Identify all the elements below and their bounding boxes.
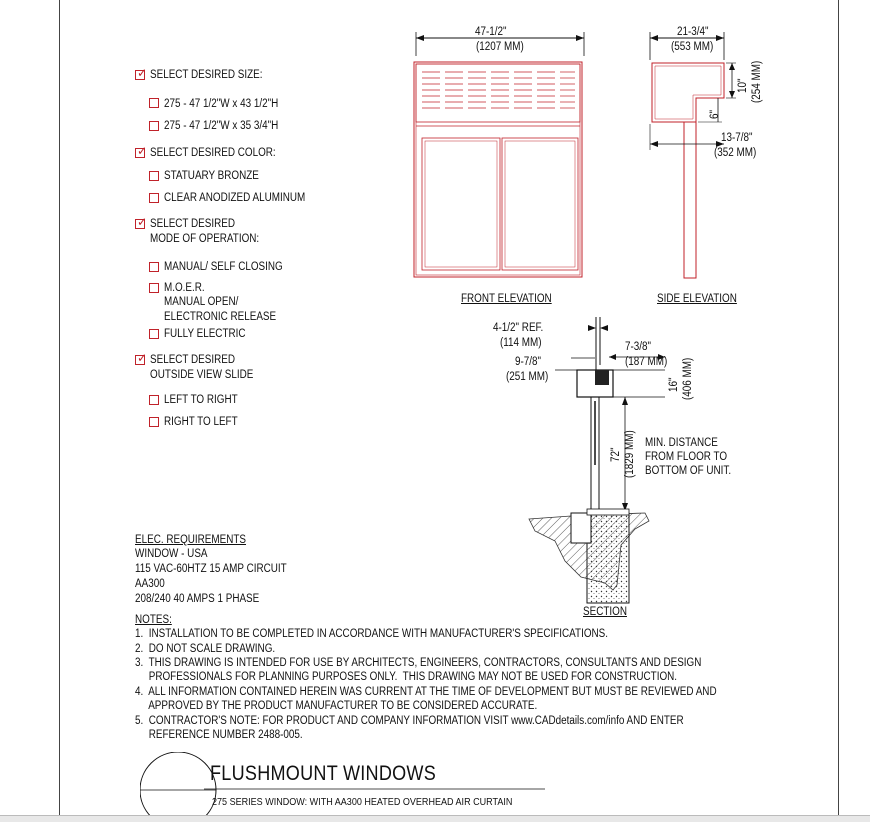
color-option-label: CLEAR ANODIZED ALUMINUM	[164, 192, 306, 204]
title-circle	[140, 752, 216, 822]
air-curtain-unit	[416, 64, 580, 122]
size-option-label: 275 - 47 1/2"W x 43 1/2"H	[164, 98, 279, 110]
slide-option-label: RIGHT TO LEFT	[164, 416, 238, 428]
operation-option-checkbox[interactable]	[149, 329, 159, 339]
side-offset: 6"	[709, 109, 721, 119]
operation-option-label: MANUAL/ SELF CLOSING	[164, 261, 283, 273]
section-h-in: 16"	[668, 377, 680, 392]
sash-right	[502, 138, 578, 270]
title: FLUSHMOUNT WINDOWS	[210, 762, 437, 785]
note-line: 4. ALL INFORMATION CONTAINED HEREIN WAS CURRENT AT THE TIME OF DEVELOPMENT BUT MUST BE REVIEWED AND	[135, 686, 717, 698]
section-label: SECTION	[583, 606, 627, 618]
subtitle: 275 SERIES WINDOW: WITH AA300 HEATED OVERHEAD AIR CURTAIN	[212, 796, 513, 808]
side-proj-mm: (352 MM)	[714, 147, 757, 159]
air-curtain-louvers	[422, 72, 575, 108]
sheet-border-right	[838, 0, 839, 821]
sash-left	[422, 138, 500, 270]
note-line: APPROVED BY THE PRODUCT MANUFACTURER TO BE CONSIDERED ACCURATE.	[135, 700, 538, 712]
color-heading-checkbox[interactable]	[135, 148, 145, 158]
side-depth-mm: (553 MM)	[671, 41, 714, 53]
slide-option-checkbox[interactable]	[149, 395, 159, 405]
operation-heading: SELECT DESIRED	[150, 218, 236, 230]
section-min-in: 72"	[610, 447, 622, 462]
note-line: 3. THIS DRAWING IS INTENDED FOR USE BY ARCHITECTS, ENGINEERS, CONTRACTORS, CONSULTANTS AND DESIGN	[135, 657, 702, 669]
slide-heading-checkbox[interactable]	[135, 355, 145, 365]
elec-line: 208/240 40 AMPS 1 PHASE	[135, 593, 260, 605]
slab-edge	[571, 513, 591, 543]
note-line: PROFESSIONALS FOR PLANNING PURPOSES ONLY. THIS DRAWING MAY NOT BE USED FOR CONSTRUCTION.	[135, 671, 678, 683]
section-d2-in: 9-7/8"	[515, 356, 542, 368]
size-option-checkbox[interactable]	[149, 121, 159, 131]
size-heading-checkbox[interactable]	[135, 70, 145, 80]
operation-option-checkbox[interactable]	[149, 283, 159, 293]
operation-heading-checkbox[interactable]	[135, 219, 145, 229]
section-h-mm: (406 MM)	[682, 357, 694, 400]
size-option-label: 275 - 47 1/2"W x 35 3/4"H	[164, 120, 279, 132]
section-note: BOTTOM OF UNIT.	[645, 465, 732, 477]
color-option-label: STATUARY BRONZE	[164, 170, 259, 182]
section-ref-in: 4-1/2" REF.	[493, 322, 544, 334]
section-min-mm: (1829 MM)	[624, 430, 636, 478]
sill	[587, 509, 629, 515]
note-line: 5. CONTRACTOR'S NOTE: FOR PRODUCT AND COMPANY INFORMATION VISIT www.CADdetails.com/info AND ENTER	[135, 715, 684, 727]
side-height-mm: (254 MM)	[751, 60, 763, 103]
front-width-in: 47-1/2"	[475, 26, 507, 38]
dimension-arrows	[588, 325, 608, 331]
operation-option-label: MANUAL OPEN/	[164, 296, 239, 308]
slide-heading: SELECT DESIRED	[150, 354, 236, 366]
section-ref-mm: (114 MM)	[500, 337, 542, 349]
sash-left-glass	[425, 141, 497, 267]
concrete-footing	[587, 513, 629, 603]
sheet-border-left	[59, 0, 60, 821]
slide-heading: OUTSIDE VIEW SLIDE	[150, 369, 254, 381]
section-note: FROM FLOOR TO	[645, 451, 728, 463]
front-width-mm: (1207 MM)	[476, 41, 524, 53]
side-depth-in: 21-3/4"	[677, 26, 709, 38]
color-option-checkbox[interactable]	[149, 193, 159, 203]
operation-option-label: M.O.E.R.	[164, 282, 205, 294]
section-d2-mm: (251 MM)	[506, 371, 549, 383]
elec-line: AA300	[135, 578, 165, 590]
slide-option-checkbox[interactable]	[149, 417, 159, 427]
operation-option-label: FULLY ELECTRIC	[164, 328, 246, 340]
color-heading: SELECT DESIRED COLOR:	[150, 147, 276, 159]
section-d1-in: 7-3/8"	[625, 341, 652, 353]
elec-line: WINDOW - USA	[135, 548, 208, 560]
operation-option-label: ELECTRONIC RELEASE	[164, 311, 277, 323]
section-d1-mm: (187 MM)	[625, 356, 668, 368]
side-elevation-label: SIDE ELEVATION	[657, 293, 737, 305]
notes-heading: NOTES:	[135, 614, 172, 626]
section-note: MIN. DISTANCE	[645, 437, 718, 449]
sash-right-glass	[505, 141, 575, 267]
note-line: 2. DO NOT SCALE DRAWING.	[135, 643, 276, 655]
side-proj-in: 13-7/8"	[721, 132, 753, 144]
window-frame-section	[684, 122, 696, 278]
note-line: REFERENCE NUMBER 2488-005.	[135, 729, 303, 741]
elec-heading: ELEC. REQUIREMENTS	[135, 534, 247, 546]
window-frame	[414, 62, 582, 277]
elec-line: 115 VAC-60HTZ 15 AMP CIRCUIT	[135, 563, 287, 575]
operation-option-checkbox[interactable]	[149, 262, 159, 272]
size-option-checkbox[interactable]	[149, 98, 159, 108]
side-height-in: 10"	[737, 78, 749, 93]
front-elevation-drawing	[400, 20, 600, 300]
slide-option-label: LEFT TO RIGHT	[164, 394, 238, 406]
note-line: 1. INSTALLATION TO BE COMPLETED IN ACCORDANCE WITH MANUFACTURER'S SPECIFICATIONS.	[135, 628, 609, 640]
operation-heading: MODE OF OPERATION:	[150, 233, 260, 245]
air-curtain-mount	[595, 370, 609, 385]
size-heading: SELECT DESIRED SIZE:	[150, 69, 263, 81]
front-elevation-label: FRONT ELEVATION	[461, 293, 552, 305]
color-option-checkbox[interactable]	[149, 171, 159, 181]
